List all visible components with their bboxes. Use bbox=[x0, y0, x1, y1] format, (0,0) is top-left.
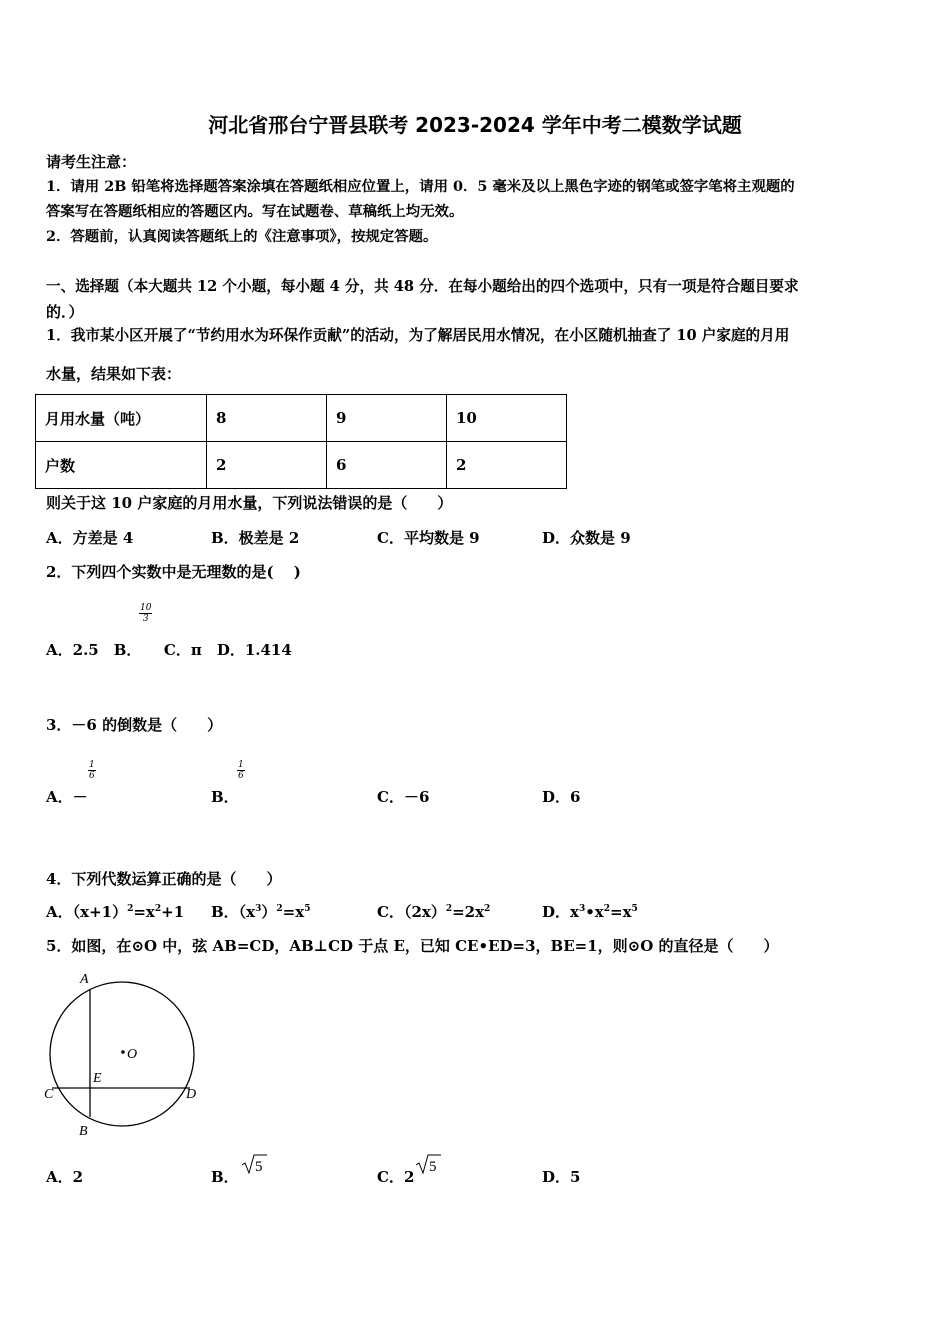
label-c: C bbox=[44, 1087, 54, 1102]
q1-stem-line1: 1．我市某小区开展了“节约用水为环保作贡献”的活动，为了解居民用水情况，在小区随机抽查了 10 户家庭的月用 bbox=[46, 327, 790, 344]
fraction-denominator: 3 bbox=[142, 614, 149, 624]
page-title: 河北省邢台宁晋县联考 2023-2024 学年中考二模数学试题 bbox=[208, 113, 742, 137]
q2-stem: 2．下列四个实数中是无理数的是( ) bbox=[46, 563, 301, 581]
label-b: B bbox=[79, 1124, 88, 1139]
q1-option-b: B．极差是 2 bbox=[211, 529, 300, 547]
notice-line1b: 答案写在答题纸相应的答题区内。写在试题卷、草稿纸上均无效。 bbox=[46, 203, 464, 220]
table-row bbox=[36, 442, 567, 489]
q3-option-d: D．6 bbox=[542, 788, 581, 806]
q5-stem: 5．如图，在⊙O 中，弦 AB=CD，AB⊥CD 于点 E，已知 CE•ED=3，BE=1，则⊙O 的直径是（ ） bbox=[46, 937, 779, 955]
table-row bbox=[36, 395, 567, 442]
q1-question: 则关于这 10 户家庭的月用水量，下列说法错误的是（ ） bbox=[46, 494, 453, 512]
label-o: O bbox=[127, 1047, 138, 1062]
notice-heading: 请考生注意： bbox=[46, 153, 137, 171]
q2-fraction bbox=[139, 603, 152, 624]
q5-option-b: B． bbox=[211, 1168, 239, 1186]
table-cell: 9 bbox=[327, 395, 447, 442]
table-cell: 户数 bbox=[36, 442, 207, 489]
sqrt-five-c bbox=[414, 1152, 442, 1176]
q4-option-a: A．$(x+1)^2=x^2+1$ bbox=[46, 903, 185, 921]
fraction-denominator: 6 bbox=[89, 771, 95, 781]
q1-data-table bbox=[35, 394, 567, 489]
section-line2: 的．） bbox=[46, 303, 84, 321]
table-cell: 10 bbox=[447, 395, 567, 442]
q5-option-a: A．2 bbox=[46, 1168, 84, 1186]
fraction-numerator: 10 bbox=[140, 603, 152, 613]
q2-options: A．2.5 B． C．π D．1.414 bbox=[46, 641, 292, 659]
q3-stem: 3．－6 的倒数是（ ） bbox=[46, 716, 223, 734]
q1-option-c: C．平均数是 9 bbox=[377, 529, 480, 547]
q3-fraction-b bbox=[237, 760, 245, 781]
q3-fraction-a bbox=[88, 760, 96, 781]
q1-option-a: A．方差是 4 bbox=[46, 529, 134, 547]
svg-text:5: 5 bbox=[255, 1159, 263, 1175]
q5-option-c: C．2 bbox=[377, 1168, 415, 1186]
fraction-numerator: 1 bbox=[89, 760, 95, 770]
label-d: D bbox=[186, 1087, 197, 1102]
table-cell: 8 bbox=[207, 395, 327, 442]
q4-stem: 4．下列代数运算正确的是（ ） bbox=[46, 870, 282, 888]
table-cell: 月用水量（吨） bbox=[36, 395, 207, 442]
q3-option-b: B． bbox=[211, 788, 239, 806]
fraction-numerator: 1 bbox=[238, 760, 244, 770]
q1-option-d: D．众数是 9 bbox=[542, 529, 631, 547]
table-cell: 2 bbox=[207, 442, 327, 489]
sqrt-five-b bbox=[240, 1152, 268, 1176]
q3-option-a: A．－ bbox=[46, 788, 88, 806]
q4-option-d: D．$x^3•x^2=x^5$ bbox=[542, 903, 638, 921]
table-cell: 6 bbox=[327, 442, 447, 489]
q3-option-c: C．－6 bbox=[377, 788, 430, 806]
circle-figure bbox=[40, 965, 210, 1140]
section-line1: 一、选择题（本大题共 12 个小题，每小题 4 分，共 48 分．在每小题给出的四个选项中，只有一项是符合题目要求 bbox=[46, 278, 799, 295]
q1-stem-line2: 水量，结果如下表： bbox=[46, 365, 182, 383]
label-a: A bbox=[80, 972, 89, 987]
circle-o bbox=[50, 982, 197, 1126]
q4-option-c: C．$(2x)^2=2x^2$ bbox=[377, 903, 491, 921]
q5-option-d: D．5 bbox=[542, 1168, 581, 1186]
fraction-denominator: 6 bbox=[238, 771, 244, 781]
label-e: E bbox=[93, 1071, 102, 1086]
notice-line2: 2．答题前，认真阅读答题纸上的《注意事项》，按规定答题。 bbox=[46, 228, 438, 245]
svg-text:5: 5 bbox=[429, 1159, 437, 1175]
notice-line1a: 1．请用 2B 铅笔将选择题答案涂填在答题纸相应位置上，请用 0．5 毫米及以上黑色字迹的钢笔或签字笔将主观题的 bbox=[46, 178, 795, 195]
center-point bbox=[121, 1050, 125, 1054]
table-cell: 2 bbox=[447, 442, 567, 489]
q4-option-b: B．$(x^3)^2=x^5$ bbox=[211, 903, 311, 921]
